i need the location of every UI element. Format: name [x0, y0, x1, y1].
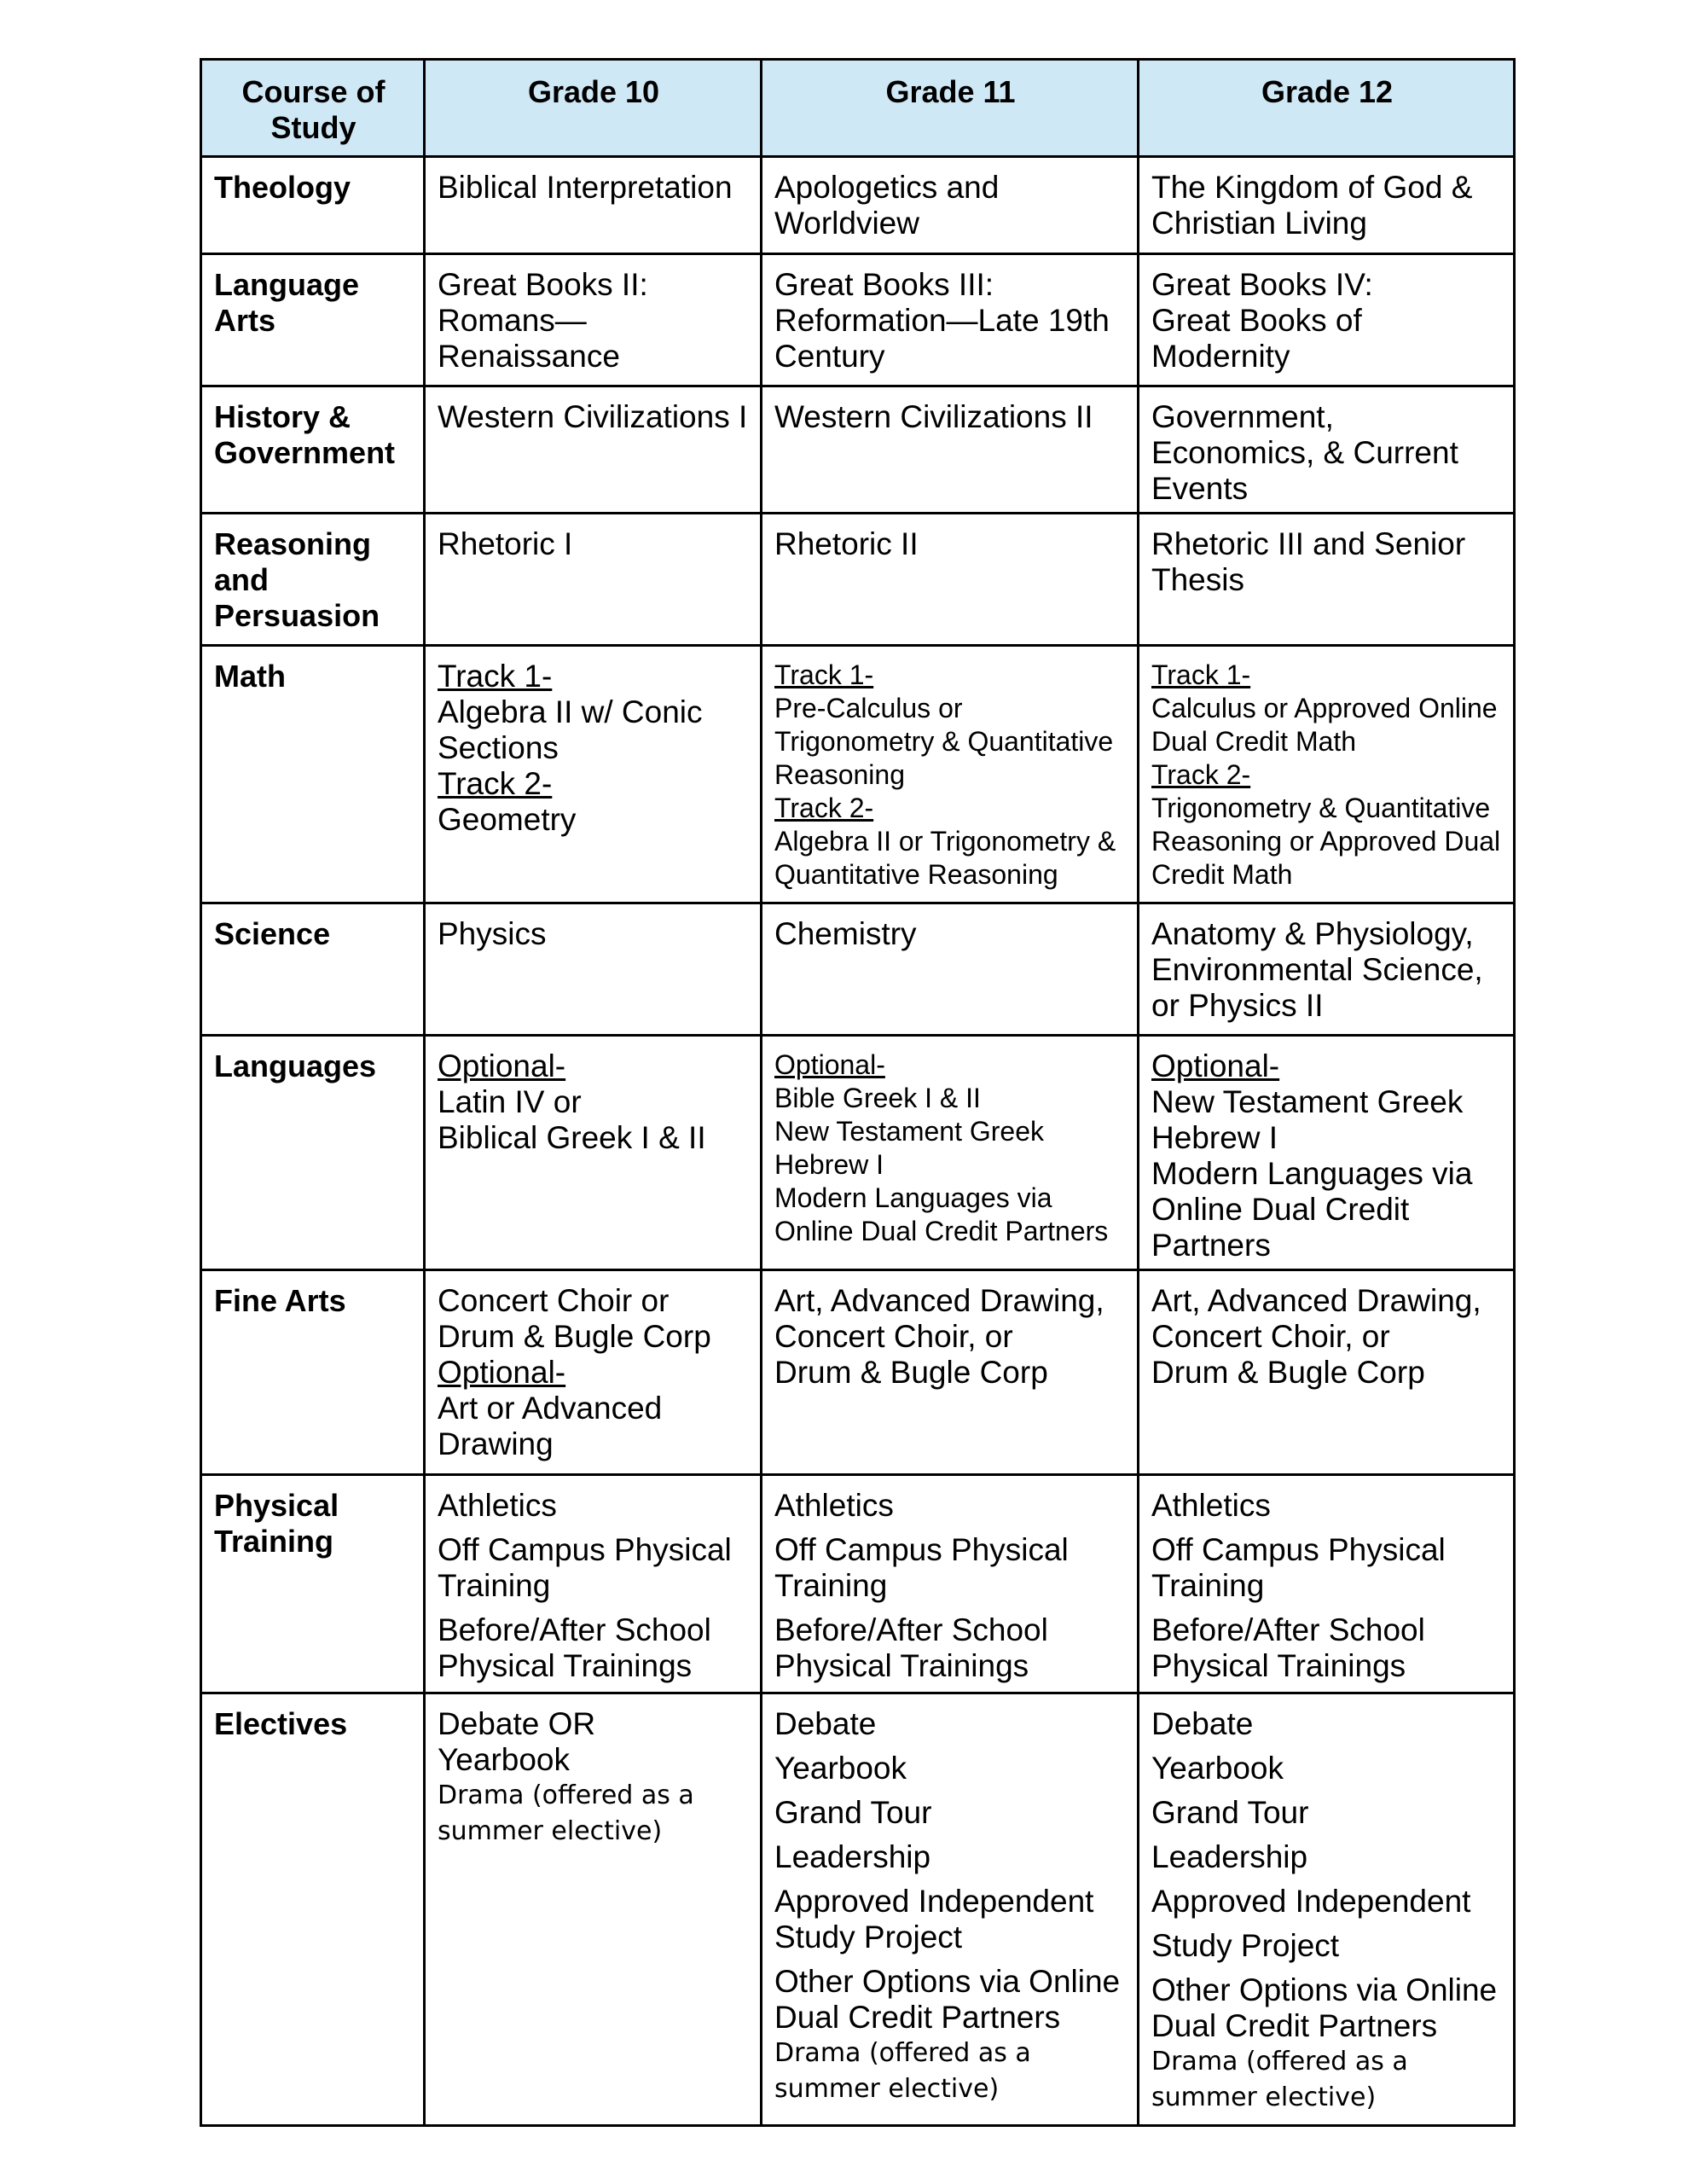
course-line: Off Campus Physical Training [438, 1532, 732, 1603]
course-line: Reformation—Late 19th Century [774, 303, 1110, 374]
course-line: Western Civilizations I [438, 399, 748, 434]
course-line: Algebra II or Trigonometry & Quantitative Reasoning [774, 826, 1116, 890]
track-label: Track 1- [774, 659, 874, 690]
course-line: Drum & Bugle Corp [774, 1355, 1048, 1390]
course-line: Concert Choir, or [774, 1319, 1013, 1354]
course-line: Romans—Renaissance [438, 303, 620, 374]
course-line: Debate OR [438, 1706, 596, 1741]
subject-cell: Reasoning and Persuasion [201, 514, 425, 646]
subject-cell: Electives [201, 1693, 425, 2126]
course-cell-g12 [1139, 646, 1515, 903]
course-line: Art, Advanced Drawing, [1151, 1283, 1481, 1318]
subject-cell: Physical Training [201, 1475, 425, 1693]
course-line: Athletics [438, 1488, 557, 1523]
course-line: Rhetoric I [438, 526, 573, 561]
track-label: Track 1- [438, 659, 553, 694]
course-cell-g10 [425, 1036, 762, 1270]
table-row [201, 1270, 1515, 1475]
course-line: Off Campus Physical Training [1151, 1532, 1446, 1603]
course-line: Grand Tour [1151, 1795, 1309, 1830]
course-line: Great Books of Modernity [1151, 303, 1362, 374]
course-line: Art or Advanced Drawing [438, 1391, 663, 1461]
course-line: Geometry [438, 802, 577, 837]
course-line: Hebrew I [774, 1149, 884, 1180]
course-line: Biblical Greek I & II [438, 1120, 706, 1155]
header-grade-12: Grade 12 [1139, 60, 1515, 157]
table-row [201, 903, 1515, 1036]
course-line: Rhetoric II [774, 526, 919, 561]
course-cell-g10 [425, 254, 762, 386]
table-row [201, 1693, 1515, 2126]
course-line: Trigonometry & Quantitative Reasoning [774, 726, 1114, 790]
course-cell-g12 [1139, 254, 1515, 386]
course-line: Biblical Interpretation [438, 170, 733, 205]
subject-cell: Fine Arts [201, 1270, 425, 1475]
header-grade-10: Grade 10 [425, 60, 762, 157]
table-row [201, 386, 1515, 514]
course-of-study-table [200, 58, 1516, 2127]
course-line: Drama (offered as a summer elective) [774, 2038, 1031, 2104]
course-line: Rhetoric III and Senior Thesis [1151, 526, 1466, 597]
course-line: Concert Choir, or [1151, 1319, 1390, 1354]
course-cell-g10 [425, 903, 762, 1036]
course-cell-g12 [1139, 1036, 1515, 1270]
course-line: Western Civilizations II [774, 399, 1093, 434]
track-label: Optional- [774, 1049, 885, 1080]
course-line: Latin IV or [438, 1084, 582, 1119]
course-cell-g11 [762, 903, 1139, 1036]
course-cell-g11 [762, 1693, 1139, 2126]
course-line: Athletics [774, 1488, 894, 1523]
table-row [201, 1475, 1515, 1693]
course-line: Great Books IV: [1151, 267, 1373, 302]
course-cell-g10 [425, 514, 762, 646]
course-cell-g11 [762, 386, 1139, 514]
course-line: Other Options via Online Dual Credit Partners [1151, 1972, 1498, 2043]
course-line: New Testament Greek [774, 1116, 1044, 1147]
course-line: Art, Advanced Drawing, [774, 1283, 1104, 1318]
course-line: Bible Greek I & II [774, 1083, 981, 1113]
course-cell-g12 [1139, 157, 1515, 254]
course-line: Debate [774, 1706, 877, 1741]
course-cell-g11 [762, 646, 1139, 903]
course-line: Before/After School Physical Trainings [438, 1612, 711, 1683]
course-line: Before/After School Physical Trainings [774, 1612, 1048, 1683]
course-line: Pre-Calculus or [774, 693, 963, 723]
course-cell-g12 [1139, 514, 1515, 646]
course-line: Modern Languages via Online Dual Credit Partners [774, 1182, 1109, 1246]
course-line: Before/After School Physical Trainings [1151, 1612, 1425, 1683]
course-line: Off Campus Physical Training [774, 1532, 1069, 1603]
course-cell-g12 [1139, 903, 1515, 1036]
table-header [201, 60, 1515, 157]
table-row [201, 514, 1515, 646]
course-cell-g12 [1139, 1270, 1515, 1475]
course-line: Calculus or Approved Online Dual Credit Math [1151, 693, 1498, 757]
course-line: Drama (offered as a summer elective) [1151, 2047, 1408, 2112]
course-cell-g10 [425, 1270, 762, 1475]
subject-cell: Science [201, 903, 425, 1036]
subject-cell: History & Government [201, 386, 425, 514]
course-cell-g10 [425, 157, 762, 254]
course-line: Hebrew I [1151, 1120, 1278, 1155]
course-cell-g11 [762, 514, 1139, 646]
course-cell-g10 [425, 1475, 762, 1693]
course-line: Approved Independent Study Project [774, 1884, 1094, 1955]
track-label: Optional- [438, 1048, 566, 1083]
course-line: Other Options via Online Dual Credit Partners [774, 1964, 1121, 2035]
course-line: Great Books II: [438, 267, 648, 302]
course-line: Algebra II w/ Conic Sections [438, 694, 703, 765]
course-line: Yearbook [774, 1751, 907, 1786]
course-cell-g11 [762, 1475, 1139, 1693]
course-line: Approved Independent [1151, 1884, 1471, 1919]
course-line: Study Project [1151, 1928, 1340, 1963]
track-label: Track 2- [438, 766, 553, 801]
subject-cell: Languages [201, 1036, 425, 1270]
course-line: Athletics [1151, 1488, 1271, 1523]
course-line: Concert Choir or [438, 1283, 670, 1318]
track-label: Track 1- [1151, 659, 1251, 690]
course-cell-g12 [1139, 386, 1515, 514]
course-line: New Testament Greek [1151, 1084, 1464, 1119]
course-line: Modern Languages via Online Dual Credit Partners [1151, 1156, 1473, 1263]
course-line: Leadership [1151, 1839, 1308, 1874]
course-line: Grand Tour [774, 1795, 932, 1830]
table-row [201, 646, 1515, 903]
table-body [201, 157, 1515, 2126]
course-line: Chemistry [774, 916, 917, 951]
course-line: Drum & Bugle Corp [1151, 1355, 1425, 1390]
course-line: Government, Economics, & Current Events [1151, 399, 1458, 506]
course-cell-g10 [425, 386, 762, 514]
track-label: Track 2- [1151, 759, 1251, 790]
course-cell-g11 [762, 254, 1139, 386]
course-line: Drum & Bugle Corp [438, 1319, 711, 1354]
course-cell-g10 [425, 646, 762, 903]
course-cell-g11 [762, 1036, 1139, 1270]
header-grade-11: Grade 11 [762, 60, 1139, 157]
course-line: Apologetics and Worldview [774, 170, 1000, 241]
track-label: Optional- [438, 1355, 566, 1390]
course-line: Yearbook [1151, 1751, 1284, 1786]
course-line: Physics [438, 916, 547, 951]
header-course-of-study: Course of Study [201, 60, 425, 157]
table-row [201, 157, 1515, 254]
table-row [201, 254, 1515, 386]
course-cell-g10 [425, 1693, 762, 2126]
course-line: Yearbook [438, 1742, 570, 1777]
track-label: Optional- [1151, 1048, 1280, 1083]
table-row [201, 1036, 1515, 1270]
course-line: Trigonometry & Quantitative Reasoning or Approved Dual Credit Math [1151, 793, 1501, 890]
course-line: Leadership [774, 1839, 931, 1874]
course-cell-g12 [1139, 1475, 1515, 1693]
course-cell-g12 [1139, 1693, 1515, 2126]
subject-cell: Theology [201, 157, 425, 254]
track-label: Track 2- [774, 793, 874, 823]
course-line: Great Books III: [774, 267, 994, 302]
subject-cell: Math [201, 646, 425, 903]
course-line: The Kingdom of God & Christian Living [1151, 170, 1473, 241]
course-line: Anatomy & Physiology, Environmental Science, or Physics II [1151, 916, 1483, 1023]
course-cell-g11 [762, 157, 1139, 254]
course-line: Drama (offered as a summer elective) [438, 1780, 694, 1846]
header-row [201, 60, 1515, 157]
course-cell-g11 [762, 1270, 1139, 1475]
course-line: Debate [1151, 1706, 1254, 1741]
subject-cell: Language Arts [201, 254, 425, 386]
